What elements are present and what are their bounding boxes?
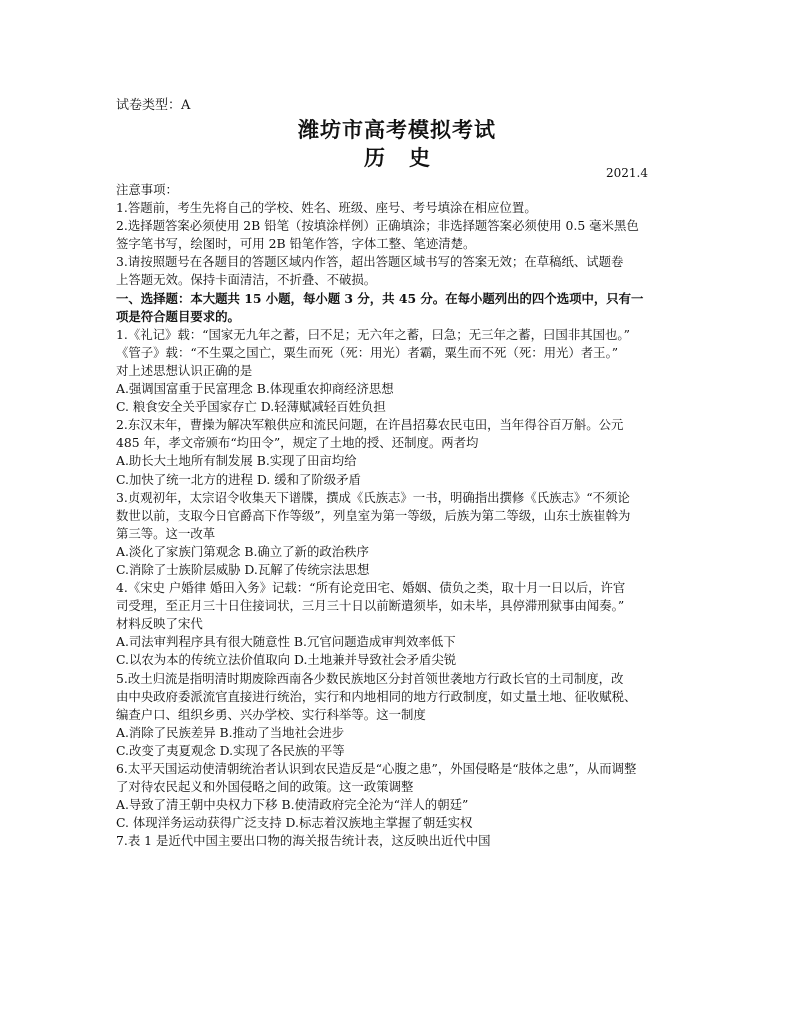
question-text: 第三等。这一改革: [116, 525, 216, 541]
answer-options: C.加快了统一北方的进程 D. 缓和了阶级矛盾: [116, 471, 361, 487]
section-heading: 一、选择题：本大题共 15 小题，每小题 3 分，共 45 分。在每小题列出的四个选项中，只有一: [116, 290, 644, 306]
question-text: 司受理，至正月三十日住接词状，三月三十日以前断遣须毕，如未毕，具停滞刑狱事由闻奏。”: [116, 598, 625, 614]
text-line: 2.选择题答案必须使用 2B 铅笔（按填涂样例）正确填涂；非选择题答案必须使用 0.5 毫米黑色: [116, 218, 639, 234]
answer-options: C.以农为本的传统立法价值取向 D.土地兼并导致社会矛盾尖锐: [116, 652, 457, 668]
question-text: 由中央政府委派流官直接进行统治，实行和内地相同的地方行政制度，如丈量土地、征收赋税、: [116, 688, 637, 704]
exam-body: [116, 181, 682, 850]
answer-options: A.消除了民族差异 B.推动了当地社会进步: [116, 724, 345, 740]
exam-title: 潍坊市高考模拟考试: [298, 117, 496, 142]
exam-date: 2021.4: [606, 166, 648, 180]
text-line: 注意事项：: [116, 182, 178, 197]
question-text: 了对待农民起义和外国侵略之间的政策。这一政策调整: [116, 779, 414, 795]
text-line: 签字笔书写，绘图时，可用 2B 铅笔作答，字体工整、笔迹清楚。: [116, 236, 476, 252]
question-text: 6.太平天国运动使清朝统治者认识到农民造反是“心腹之患”，外国侵略是“肢体之患”，从而调整: [116, 761, 637, 776]
question-text: 1.《礼记》载：“国家无九年之蓄，曰不足；无六年之蓄，曰急；无三年之蓄，曰国非其国也。”: [116, 326, 630, 342]
question-text: 7.表 1 是近代中国主要出口物的海关报告统计表，这反映出近代中国: [116, 833, 491, 849]
question-text: 编查户口、组织乡勇、兴办学校、实行科举等。这一制度: [116, 706, 426, 722]
question-text: 数世以前，支取今日官爵高下作等级”，列皇室为第一等级，后族为第二等级，山东士族崔斡为: [116, 507, 631, 523]
answer-options: A.淡化了家族门第观念 B.确立了新的政治秩序: [116, 543, 369, 559]
answer-options: A.助长大土地所有制发展 B.实现了田亩均给: [116, 453, 357, 469]
answer-options: C. 体现洋务运动获得广泛支持 D.标志着汉族地主掌握了朝廷实权: [116, 815, 473, 831]
answer-options: A.强调国富重于民富理念 B.体现重农抑商经济思想: [116, 381, 394, 397]
question-text: 《管子》载：“不生粟之国亡，粟生而死（死：用光）者霸，粟生而不死（死：用光）者王。”: [116, 344, 619, 360]
question-text: 2.东汉末年，曹操为解决军粮供应和流民问题，在许昌招募农民屯田，当年得谷百万斛。公元: [116, 417, 624, 433]
question-text: 对上述思想认识正确的是: [116, 362, 253, 378]
subject-title: 历史: [364, 145, 454, 170]
question-text: 485 年，孝文帝颁布“均田令”，规定了土地的授、还制度。两者均: [116, 435, 479, 451]
answer-options: A.司法审判程序具有很大随意性 B.冗官问题造成审判效率低下: [116, 634, 456, 650]
question-text: 材料反映了宋代: [116, 616, 203, 632]
answer-options: C.改变了夷夏观念 D.实现了各民族的平等: [116, 742, 345, 758]
answer-options: A.导致了清王朝中央权力下移 B.使清政府完全沦为“洋人的朝廷”: [116, 797, 469, 813]
question-text: 3.贞观初年，太宗诏令收集天下谱牒，撰成《氏族志》一书，明确指出撰修《氏族志》“不须论: [116, 489, 630, 505]
answer-options: C. 粮食安全关乎国家存亡 D.轻薄赋减轻百姓负担: [116, 399, 386, 415]
exam-type-label: 试卷类型：A: [116, 98, 191, 113]
text-line: 1.答题前，考生先将自己的学校、姓名、班级、座号、考号填涂在相应位置。: [116, 200, 537, 216]
question-text: 5.改土归流是指明清时期废除西南各少数民族地区分封首领世袭地方行政长官的土司制度，改: [116, 670, 624, 686]
question-text: 4.《宋史 户婚律 婚田入务》记载：“所有论竞田宅、婚姻、债负之类，取十月一日以后，许官: [116, 580, 626, 596]
section-heading: 项是符合题目要求的。: [116, 308, 240, 324]
answer-options: C.消除了士族阶层威胁 D.瓦解了传统宗法思想: [116, 561, 370, 577]
text-line: 上答题无效。保持卡面清洁，不折叠、不破损。: [116, 272, 377, 288]
text-line: 3.请按照题号在各题目的答题区域内作答，超出答题区域书写的答案无效；在草稿纸、试题卷: [116, 254, 624, 270]
